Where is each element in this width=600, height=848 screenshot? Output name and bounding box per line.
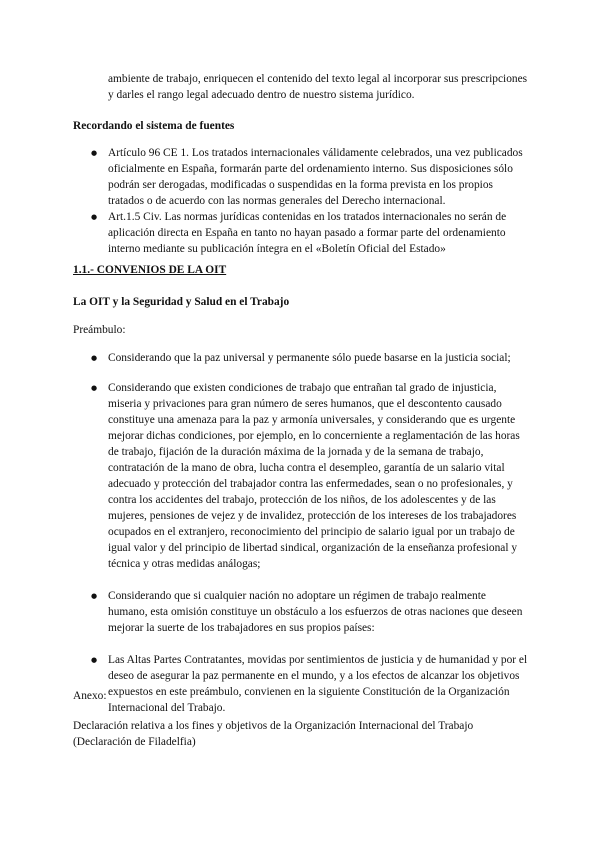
intro-paragraph: ambiente de trabajo, enriquecen el contenido del texto legal al incorporar sus prescripciones y darles el rango legal adecuado dentro de nuestro sistema jurídico. (108, 73, 528, 101)
fuentes-item-art96: ● Artículo 96 CE 1. Los tratados internacionales válidamente celebrados, una vez publicados oficialmente en España, formarán parte del ordenamiento interno. Sus disposiciones sólo podrán ser derogadas, modificadas o suspendidas en la forma prevista en los propios tratados o de acuerdo con las normas generales del Derecho internacional. (91, 145, 528, 209)
declaracion-paragraph: Declaración relativa a los fines y objetivos de la Organización Internacional del Trabajo (Declaración de Filadelfia) (73, 720, 474, 748)
preambulo-item-omision: ● Considerando que si cualquier nación no adoptare un régimen de trabajo realmente humano, esta omisión constituye un obstáculo a los esfuerzos de otras naciones que deseen mejorar la suerte de los trabajadores en sus propios países: (91, 588, 528, 636)
preambulo-label: Preámbulo: (73, 324, 126, 336)
fuentes-heading: Recordando el sistema de fuentes (73, 120, 235, 132)
fuentes-item-art15: ● Art.1.5 Civ. Las normas jurídicas contenidas en los tratados internacionales no serán de aplicación directa en España en tanto no hayan pasado a formar parte del ordenamiento interno mediante su publicación íntegra en el «Boletín Oficial del Estado» (91, 209, 528, 257)
subsection-heading: La OIT y la Seguridad y Salud en el Trabajo (73, 296, 290, 308)
anexo-label: Anexo: (73, 690, 107, 702)
section-heading: 1.1.- CONVENIOS DE LA OIT (73, 264, 227, 276)
fuentes-list (91, 145, 528, 257)
preambulo-list (91, 350, 528, 716)
preambulo-item-condiciones: ● Considerando que existen condiciones de trabajo que entrañan tal grado de injusticia, miseria y privaciones para gran número de seres humanos, que el descontento causado constituye una amenaza para la paz y armonía universales, y considerando que es urgente mejorar dichas condiciones, por ejemplo, en lo concerniente a reglamentación de las horas de trabajo, fijación de la duración máxima de la jornada y de la semana de trabajo, contratación de la mano de obra, lucha contra el desempleo, garantía de un salario vital adecuado y protección del trabajador contra las enfermedades, sean o no profesionales, y contra los accidentes del trabajo, protección de los niños, de los adolescentes y de las mujeres, pensiones de vejez y de invalidez, protección de los intereses de los trabajadores ocupados en el extranjero, reconocimiento del principio de salario igual por un trabajo de igual valor y del principio de libertad sindical, organización de la enseñanza profesional y técnica y otras medidas análogas; (91, 380, 528, 572)
preambulo-item-paz: ● Considerando que la paz universal y permanente sólo puede basarse en la justicia social; (91, 350, 528, 366)
preambulo-item-partes: ● Las Altas Partes Contratantes, movidas por sentimientos de justicia y de humanidad y por el deseo de asegurar la paz permanente en el mundo, y a los efectos de alcanzar los objetivos expuestos en este preámbulo, convienen en la siguiente Constitución de la Organización Internacional del Trabajo. (91, 652, 528, 716)
